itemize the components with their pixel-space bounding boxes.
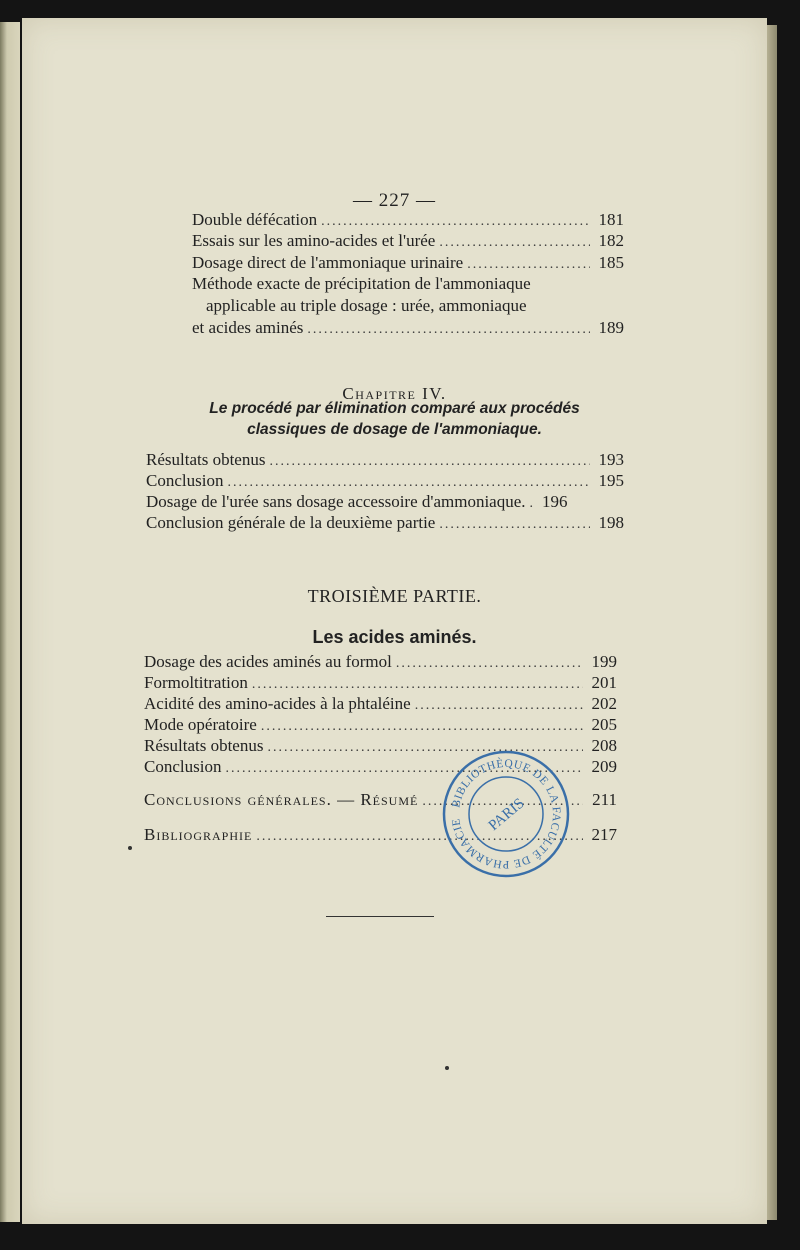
toc-entry	[146, 492, 624, 514]
toc-entry	[192, 210, 624, 232]
dot-leader	[415, 696, 583, 716]
dot-leader	[467, 255, 590, 275]
toc-entry-page: 202	[591, 694, 617, 713]
chapter-heading: Chapitre IV.	[342, 384, 447, 403]
stamp-center-text: PARIS	[485, 795, 528, 835]
toc-entry-title: Conclusion	[144, 757, 222, 776]
toc-entry-title: Conclusion générale de la deuxième partie	[146, 513, 436, 532]
toc-entry-page: 181	[598, 210, 624, 229]
toc-entry-page: 195	[598, 471, 624, 490]
toc-entry	[192, 318, 624, 340]
toc-entry-title: Résultats obtenus	[146, 450, 266, 469]
toc-entry-title: Conclusions générales. — Résumé	[144, 790, 419, 809]
paper-speck	[445, 1066, 449, 1070]
page-number: — 227 —	[353, 190, 436, 211]
toc-entry-title: Formoltitration	[144, 673, 248, 692]
toc-entry-page: 209	[591, 757, 617, 776]
dot-leader	[439, 233, 590, 253]
toc-entry-page: 205	[591, 715, 617, 734]
toc-entry-title: Dosage direct de l'ammoniaque urinaire	[192, 253, 464, 272]
toc-entry	[192, 231, 624, 253]
chapter-subtitle-line2: classiques de dosage de l'ammoniaque.	[247, 421, 542, 438]
toc-entry-page: 199	[591, 652, 617, 671]
toc-entry-page: 185	[598, 253, 624, 272]
dot-leader	[269, 452, 590, 472]
stamp-outer-text: BIBLIOTHÈQUE DE LA FACULTÉ DE PHARMACIE	[450, 757, 563, 871]
toc-entry-page: 201	[591, 673, 617, 692]
dot-leader	[252, 675, 583, 695]
toc-entry-title: et acides aminés	[192, 318, 304, 337]
dot-leader	[261, 717, 583, 737]
toc-entry-page: 217	[591, 825, 617, 844]
dot-leader	[307, 320, 590, 340]
toc-entry	[146, 513, 624, 535]
toc-entry	[146, 450, 624, 472]
toc-entry	[144, 652, 617, 674]
toc-entry-multiline-2: applicable au triple dosage : urée, ammoniaque	[206, 296, 527, 315]
toc-entry-title: Acidité des amino-acides à la phtaléine	[144, 694, 411, 713]
toc-entry-title: Dosage des acides aminés au formol	[144, 652, 392, 671]
dot-leader	[396, 654, 583, 674]
dot-leader	[321, 212, 590, 232]
dot-leader	[530, 494, 534, 514]
chapter-subtitle-line1: Le procédé par élimination comparé aux procédés	[209, 400, 580, 417]
book-page	[22, 18, 767, 1224]
toc-entry	[144, 715, 617, 737]
toc-entry	[192, 253, 624, 275]
paper-speck	[128, 846, 132, 850]
part-heading: TROISIÈME PARTIE.	[307, 586, 482, 606]
toc-entry-title: Essais sur les amino-acides et l'urée	[192, 231, 436, 250]
toc-entry-page: 208	[591, 736, 617, 755]
toc-entry-page: 196	[542, 492, 568, 511]
toc-entry-page: 189	[598, 318, 624, 337]
previous-page-edge	[0, 22, 20, 1222]
toc-entry-title: Conclusion	[146, 471, 224, 490]
toc-entry-page: 182	[598, 231, 624, 250]
closing-rule	[326, 916, 434, 917]
toc-entry-page: 193	[598, 450, 624, 469]
part-subtitle: Les acides aminés.	[312, 627, 477, 647]
dot-leader	[439, 515, 590, 535]
toc-entry	[144, 673, 617, 695]
toc-entry-title: Mode opératoire	[144, 715, 257, 734]
library-stamp	[440, 748, 572, 880]
toc-entry-page: 198	[598, 513, 624, 532]
toc-entry-title: Bibliographie	[144, 825, 253, 844]
toc-entry-title: Dosage de l'urée sans dosage accessoire d'ammoniaque.	[146, 492, 526, 511]
toc-entry	[146, 471, 624, 493]
toc-entry-title: Double défécation	[192, 210, 318, 229]
toc-entry	[144, 694, 617, 716]
toc-entry-title: Résultats obtenus	[144, 736, 264, 755]
toc-entry-page: 211	[592, 790, 617, 809]
toc-entry-multiline-1: Méthode exacte de précipitation de l'ammoniaque	[192, 274, 531, 293]
dot-leader	[227, 473, 590, 493]
